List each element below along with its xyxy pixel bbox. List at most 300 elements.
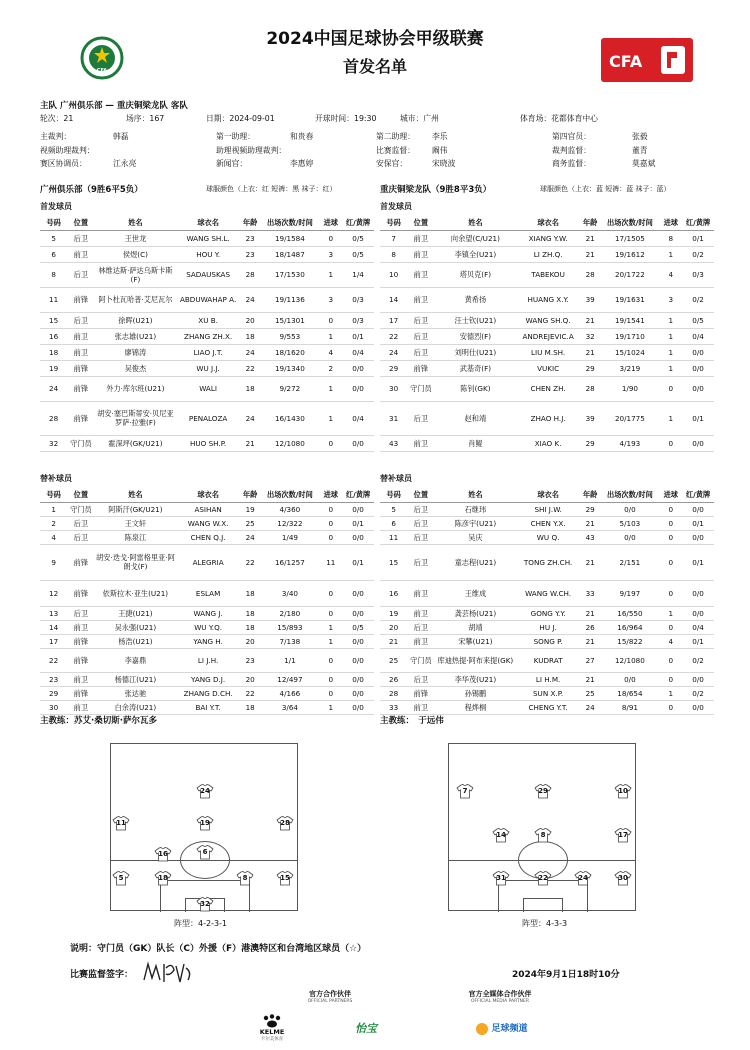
appearances: 15/822 <box>600 634 659 648</box>
table-header-row <box>40 216 374 230</box>
player-name: 张达驰 <box>95 686 177 700</box>
shirt-name: BAI Y.T. <box>176 700 240 714</box>
cards: 0/0 <box>682 344 714 360</box>
age: 32 <box>580 328 600 344</box>
number: 2 <box>40 516 67 530</box>
position: 前锋 <box>67 287 94 312</box>
table-row <box>380 435 714 451</box>
col-header-player-name: 姓名 <box>95 216 177 230</box>
table-row <box>380 502 714 516</box>
goals: 1 <box>659 312 682 328</box>
number: 15 <box>40 312 67 328</box>
number: 4 <box>40 530 67 544</box>
goals: 0 <box>659 620 682 634</box>
number: 29 <box>380 360 407 376</box>
shirt-name: WANG J. <box>176 606 240 620</box>
table-row <box>380 401 714 435</box>
number: 22 <box>380 328 407 344</box>
age: 24 <box>240 401 260 435</box>
cards: 0/4 <box>682 620 714 634</box>
appearances: 1/49 <box>260 530 319 544</box>
goals: 3 <box>659 287 682 312</box>
legend-note: 说明：守门员（GK）队长（C）外援（F）港澳特区和台湾地区球员（☆） <box>70 944 367 954</box>
official-name: 张毅 <box>632 132 648 141</box>
position: 前锋 <box>67 648 94 672</box>
shirt-number: 32 <box>200 900 210 908</box>
media-partner-label-en: OFFICIAL MEDIA PARTNER <box>471 999 529 1004</box>
appearances: 19/1710 <box>600 328 659 344</box>
football-channel-icon <box>476 1023 488 1035</box>
table-row <box>380 606 714 620</box>
official-role: 主裁判： <box>40 132 72 141</box>
player-name: 王维成 <box>435 580 517 606</box>
shirt-name: WANG SH.Q. <box>516 312 580 328</box>
position: 后卫 <box>407 672 434 686</box>
appearances: 18/654 <box>600 686 659 700</box>
player-name: 刘明仕(U21) <box>435 344 517 360</box>
cards: 0/0 <box>342 700 374 714</box>
position: 前卫 <box>67 700 94 714</box>
player-shirt-icon <box>196 845 214 860</box>
table-row <box>40 328 374 344</box>
away-kit: 球服颜色（上衣：蓝 短裤：蓝 袜子：蓝） <box>540 185 671 193</box>
shirt-name: LIU M.SH. <box>516 344 580 360</box>
away-starters-table <box>380 216 714 452</box>
appearances: 1/90 <box>600 376 659 401</box>
table-row <box>40 230 374 246</box>
shirt-name: PENALOZA <box>176 401 240 435</box>
position: 守门员 <box>407 648 434 672</box>
col-header-appearances: 出场次数/时间 <box>600 216 659 230</box>
shirt-name: KUDRAT <box>516 648 580 672</box>
appearances: 5/103 <box>600 516 659 530</box>
appearances: 0/0 <box>600 502 659 516</box>
age: 20 <box>240 312 260 328</box>
cards: 1/4 <box>342 262 374 287</box>
player-name: 阿斯汗(GK/U21) <box>95 502 177 516</box>
position: 前卫 <box>67 246 94 262</box>
player-shirt-icon <box>614 784 632 799</box>
col-header-appearances: 出场次数/时间 <box>260 216 319 230</box>
table-row <box>380 328 714 344</box>
appearances: 0/0 <box>600 672 659 686</box>
cards: 0/2 <box>682 648 714 672</box>
position: 后卫 <box>67 606 94 620</box>
away-formation: 阵型：4-3-3 <box>522 919 568 928</box>
table-row <box>40 262 374 287</box>
player-name: 王捷(U21) <box>95 606 177 620</box>
player-name: 黄希扬 <box>435 287 517 312</box>
cards: 0/1 <box>682 544 714 580</box>
col-header-position: 位置 <box>407 488 434 502</box>
age: 21 <box>580 344 600 360</box>
away-coach: 主教练： 于远伟 <box>380 716 444 726</box>
home-coach: 主教练：苏艾·桑切斯·萨尔瓦多 <box>40 716 157 726</box>
number: 43 <box>380 435 407 451</box>
official-partners-heading <box>282 989 378 1004</box>
shirt-name: SADAUSKAS <box>176 262 240 287</box>
number: 14 <box>40 620 67 634</box>
player-shirt-icon <box>492 828 510 843</box>
cfa-crest-text: CFA <box>96 68 108 74</box>
position: 守门员 <box>67 435 94 451</box>
table-row <box>40 672 374 686</box>
age: 21 <box>580 312 600 328</box>
goals: 0 <box>319 312 342 328</box>
shirt-number: 17 <box>618 831 628 839</box>
age: 24 <box>240 344 260 360</box>
goals: 0 <box>319 672 342 686</box>
position: 前卫 <box>407 230 434 246</box>
player-name: 霍深坪(GK/U21) <box>95 435 177 451</box>
appearances: 19/1340 <box>260 360 319 376</box>
age: 18 <box>240 606 260 620</box>
player-name: 赵和靖 <box>435 401 517 435</box>
cards: 0/1 <box>342 544 374 580</box>
player-shirt-icon <box>154 871 172 886</box>
appearances: 16/964 <box>600 620 659 634</box>
appearances: 2/151 <box>600 544 659 580</box>
age: 25 <box>240 516 260 530</box>
age: 29 <box>580 502 600 516</box>
official-name: 和贵春 <box>290 132 314 141</box>
appearances: 16/550 <box>600 606 659 620</box>
goals: 0 <box>319 230 342 246</box>
table-row <box>380 686 714 700</box>
cards: 0/3 <box>342 287 374 312</box>
shirt-number: 24 <box>578 874 588 882</box>
shirt-name: ESLAM <box>176 580 240 606</box>
officials-row <box>40 158 720 171</box>
position: 后卫 <box>67 312 94 328</box>
goals: 1 <box>319 401 342 435</box>
table-row <box>40 648 374 672</box>
appearances: 19/1136 <box>260 287 319 312</box>
table-row <box>380 230 714 246</box>
goals: 0 <box>659 700 682 714</box>
cards: 0/2 <box>682 686 714 700</box>
home-starters-table <box>40 216 374 452</box>
age: 23 <box>240 648 260 672</box>
player-name: 廖锦涛 <box>95 344 177 360</box>
shirt-name: LIAO J.T. <box>176 344 240 360</box>
appearances: 15/893 <box>260 620 319 634</box>
goals: 0 <box>659 530 682 544</box>
appearances: 18/1620 <box>260 344 319 360</box>
player-name: 杨德江(U21) <box>95 672 177 686</box>
goals: 1 <box>659 686 682 700</box>
position: 前卫 <box>67 344 94 360</box>
appearances: 15/1301 <box>260 312 319 328</box>
shirt-name: ZHAO H.J. <box>516 401 580 435</box>
position: 后卫 <box>407 544 434 580</box>
number: 16 <box>40 328 67 344</box>
age: 27 <box>580 648 600 672</box>
table-row <box>40 246 374 262</box>
table-header-row <box>380 216 714 230</box>
col-header-goals: 进球 <box>659 216 682 230</box>
goals: 4 <box>659 634 682 648</box>
age: 43 <box>580 530 600 544</box>
appearances: 9/272 <box>260 376 319 401</box>
player-shirt-icon <box>456 784 474 799</box>
number: 11 <box>380 530 407 544</box>
shirt-name: CHEN ZH. <box>516 376 580 401</box>
position: 前卫 <box>67 672 94 686</box>
table-row <box>40 502 374 516</box>
shirt-number: 8 <box>242 874 248 882</box>
goals: 8 <box>659 230 682 246</box>
number: 33 <box>380 700 407 714</box>
cards: 0/0 <box>682 700 714 714</box>
age: 18 <box>240 700 260 714</box>
age: 21 <box>580 230 600 246</box>
age: 28 <box>580 262 600 287</box>
number: 30 <box>380 376 407 401</box>
official-role: 商务监督： <box>552 159 591 168</box>
goals: 1 <box>319 376 342 401</box>
position: 前卫 <box>407 700 434 714</box>
appearances: 20/1775 <box>600 401 659 435</box>
position: 后卫 <box>407 328 434 344</box>
home-formation: 阵型：4-2-3-1 <box>174 919 228 928</box>
official-role: 裁判监督： <box>552 145 591 155</box>
cards: 0/2 <box>682 287 714 312</box>
player-shirt-icon <box>614 871 632 886</box>
age: 21 <box>580 634 600 648</box>
goals: 2 <box>319 360 342 376</box>
shirt-number: 28 <box>280 819 290 827</box>
shirt-name: WU Y.Q. <box>176 620 240 634</box>
goals: 0 <box>659 672 682 686</box>
teams-line: 主队 广州俱乐部 — 重庆铜梁龙队 客队 <box>40 101 188 111</box>
home-starters-heading: 首发球员 <box>40 202 72 211</box>
number: 15 <box>380 544 407 580</box>
table-row <box>380 516 714 530</box>
player-name: 库迪热提·阿布来提(GK) <box>435 648 517 672</box>
player-name: 阿卜杜瓦哈普·艾尼瓦尔 <box>95 287 177 312</box>
number: 19 <box>40 360 67 376</box>
number: 7 <box>380 230 407 246</box>
col-header-shirt-name: 球衣名 <box>516 216 580 230</box>
cards: 0/4 <box>342 344 374 360</box>
player-name: 胡安·塞巴斯蒂安·贝尼亚罗萨·拉雅(F) <box>95 401 177 435</box>
table-row <box>40 620 374 634</box>
shirt-number: 11 <box>116 819 126 827</box>
player-shirt-icon <box>236 871 254 886</box>
age: 24 <box>240 287 260 312</box>
col-header-age: 年龄 <box>240 216 260 230</box>
player-name: 胡靖 <box>435 620 517 634</box>
appearances: 4/193 <box>600 435 659 451</box>
cards: 0/3 <box>682 262 714 287</box>
table-row <box>380 530 714 544</box>
goals: 0 <box>659 648 682 672</box>
table-row <box>380 580 714 606</box>
position: 前锋 <box>67 376 94 401</box>
kelme-text: KELME <box>259 1028 285 1036</box>
shirt-name: XIAO K. <box>516 435 580 451</box>
age: 21 <box>580 516 600 530</box>
signature-date: 2024年9月1日18时10分 <box>512 970 620 980</box>
age: 18 <box>240 580 260 606</box>
goals: 1 <box>319 700 342 714</box>
age: 20 <box>240 634 260 648</box>
home-team-name: 广州俱乐部（9胜6平5负） <box>40 185 143 195</box>
col-header-cards: 红/黄牌 <box>682 216 714 230</box>
col-header-goals: 进球 <box>319 488 342 502</box>
goals: 3 <box>319 287 342 312</box>
table-row <box>40 516 374 530</box>
player-name: 塔贝克(F) <box>435 262 517 287</box>
number: 8 <box>380 246 407 262</box>
appearances: 4/166 <box>260 686 319 700</box>
col-header-position: 位置 <box>67 216 94 230</box>
shirt-name: ALEGRIA <box>176 544 240 580</box>
goals: 0 <box>319 516 342 530</box>
shirt-name: CHEN Y.X. <box>516 516 580 530</box>
goals: 4 <box>319 344 342 360</box>
round: 轮次：21 <box>40 114 74 123</box>
home-formation-pitch <box>110 743 298 911</box>
shirt-name: ASIHAN <box>176 502 240 516</box>
kelme-subtext: 卡尔美体育 <box>260 1037 284 1042</box>
shirt-name: HOU Y. <box>176 246 240 262</box>
shirt-name: WU Q. <box>516 530 580 544</box>
cards: 0/0 <box>342 360 374 376</box>
number: 8 <box>40 262 67 287</box>
shirt-name: WANG W.CH. <box>516 580 580 606</box>
cards: 0/1 <box>682 634 714 648</box>
position: 后卫 <box>67 262 94 287</box>
away-team-name: 重庆铜梁龙队（9胜8平3负） <box>380 185 492 195</box>
shirt-number: 18 <box>158 874 168 882</box>
shirt-name: SUN X.P. <box>516 686 580 700</box>
appearances: 19/1631 <box>600 287 659 312</box>
appearances: 12/1080 <box>600 648 659 672</box>
table-row <box>40 634 374 648</box>
number: 22 <box>40 648 67 672</box>
age: 25 <box>580 686 600 700</box>
goals: 0 <box>659 580 682 606</box>
appearances: 1/1 <box>260 648 319 672</box>
city: 城市：广州 <box>400 114 439 123</box>
signature-image <box>140 960 196 984</box>
appearances: 7/138 <box>260 634 319 648</box>
official-role: 赛区协调员： <box>40 159 87 168</box>
cards: 0/5 <box>682 312 714 328</box>
appearances: 18/1487 <box>260 246 319 262</box>
cards: 0/0 <box>682 530 714 544</box>
shirt-name: WANG SH.L. <box>176 230 240 246</box>
goals: 0 <box>659 376 682 401</box>
cards: 0/0 <box>682 376 714 401</box>
table-row <box>40 544 374 580</box>
player-shirt-icon <box>614 828 632 843</box>
col-header-player-name: 姓名 <box>95 488 177 502</box>
position: 守门员 <box>407 376 434 401</box>
player-name: 程烨桐 <box>435 700 517 714</box>
col-header-cards: 红/黄牌 <box>342 488 374 502</box>
shirt-name: WU J.J. <box>176 360 240 376</box>
player-name: 孙锡鹏 <box>435 686 517 700</box>
player-name: 陈彦宇(U21) <box>435 516 517 530</box>
cards: 0/2 <box>682 246 714 262</box>
col-header-shirt-name: 球衣名 <box>176 216 240 230</box>
shirt-name: ABDUWAHAP A. <box>176 287 240 312</box>
player-name: 陈泉江 <box>95 530 177 544</box>
appearances: 2/180 <box>260 606 319 620</box>
player-name: 杨浩(U21) <box>95 634 177 648</box>
col-header-position: 位置 <box>67 488 94 502</box>
position: 后卫 <box>407 344 434 360</box>
position: 前卫 <box>407 606 434 620</box>
cards: 0/5 <box>342 620 374 634</box>
cards: 0/0 <box>342 502 374 516</box>
official-role: 比赛监督： <box>376 145 415 155</box>
player-name: 向余望(C/U21) <box>435 230 517 246</box>
shirt-name: WANG W.X. <box>176 516 240 530</box>
table-row <box>40 312 374 328</box>
goals: 3 <box>319 246 342 262</box>
cards: 0/0 <box>682 502 714 516</box>
age: 28 <box>240 262 260 287</box>
appearances: 0/0 <box>600 530 659 544</box>
goals: 4 <box>659 262 682 287</box>
goals: 1 <box>659 401 682 435</box>
position: 前卫 <box>407 634 434 648</box>
shirt-name: SHI J.W. <box>516 502 580 516</box>
col-header-number: 号码 <box>40 216 67 230</box>
cfa-logo-icon <box>601 38 693 82</box>
col-header-appearances: 出场次数/时间 <box>600 488 659 502</box>
shirt-name: ANDREJEVIC.A <box>516 328 580 344</box>
goals: 0 <box>319 606 342 620</box>
shirt-name: HUANG X.Y. <box>516 287 580 312</box>
official-role: 助理视频助理裁判： <box>216 145 287 155</box>
club-crest-icon <box>80 36 124 80</box>
table-row <box>380 262 714 287</box>
table-row <box>380 246 714 262</box>
player-shirt-icon <box>574 871 592 886</box>
number: 9 <box>40 544 67 580</box>
age: 23 <box>240 246 260 262</box>
position: 前卫 <box>407 262 434 287</box>
table-header-row <box>380 488 714 502</box>
col-header-age: 年龄 <box>240 488 260 502</box>
number: 17 <box>380 312 407 328</box>
shirt-name: WALI <box>176 376 240 401</box>
shirt-name: LI ZH.Q. <box>516 246 580 262</box>
player-name: 白余涛(U21) <box>95 700 177 714</box>
appearances: 15/1024 <box>600 344 659 360</box>
shirt-number: 30 <box>618 874 628 882</box>
officials-row <box>40 131 720 144</box>
goals: 0 <box>319 502 342 516</box>
col-header-goals: 进球 <box>319 216 342 230</box>
official-role: 第二助理： <box>376 132 415 141</box>
football-channel-text: 足球频道 <box>491 1024 528 1034</box>
number: 13 <box>40 606 67 620</box>
number: 5 <box>380 502 407 516</box>
player-name: 侯煜(C) <box>95 246 177 262</box>
position: 前锋 <box>67 580 94 606</box>
col-header-age: 年龄 <box>580 488 600 502</box>
age: 18 <box>240 376 260 401</box>
shirt-number: 7 <box>462 787 468 795</box>
position: 后卫 <box>407 401 434 435</box>
cards: 0/0 <box>682 580 714 606</box>
